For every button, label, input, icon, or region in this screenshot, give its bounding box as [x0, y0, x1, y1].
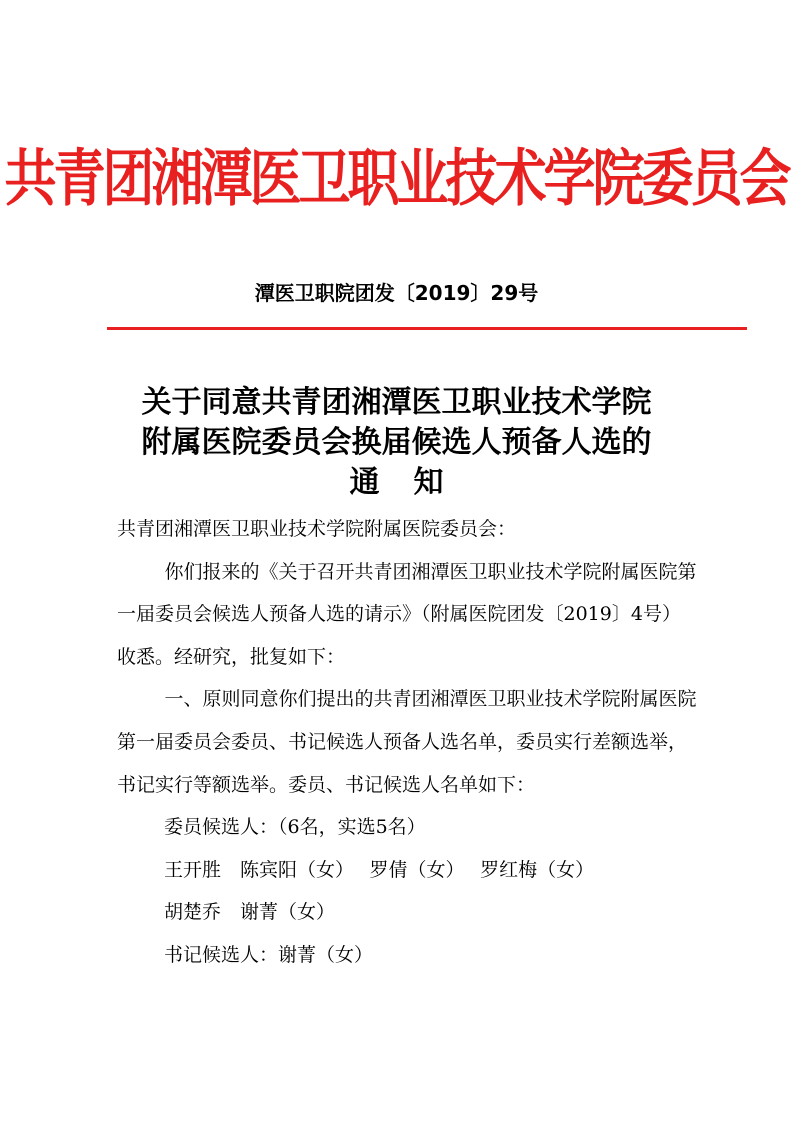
notice-title-line-3 [0, 463, 793, 503]
notice-title-line-1: 关于同意共青团湘潭医卫职业技术学院 [141, 385, 652, 420]
salutation: 共青团湘潭医卫职业技术学院附属医院委员会： [117, 518, 517, 540]
paragraph-request-ack: 你们报来的《关于召开共青团湘潭医卫职业技术学院附属医院第一届委员会候选人预备人选的请示》（附属医院团发〔2019〕4号）收悉。经研究，批复如下： [117, 560, 697, 668]
red-separator-rule [107, 327, 747, 330]
secretary-candidate: 书记候选人：谢菁（女） [164, 943, 374, 966]
committee-candidates-line-1: 王开胜 陈宾阳（女） 罗倩（女） 罗红梅（女） [164, 858, 595, 881]
notice-title-word: 通知 [349, 465, 478, 500]
committee-candidates-label: 委员候选人：（6名，实选5名） [164, 816, 426, 839]
committee-candidates-line-2: 胡楚乔 谢菁（女） [164, 901, 336, 924]
notice-title-line-2: 附属医院委员会换届候选人预备人选的 [141, 425, 652, 460]
notice-body [117, 508, 697, 977]
notice-title [0, 383, 793, 503]
org-title: 共青团湘潭医卫职业技术学院委员会 [4, 143, 789, 215]
document-number: 潭医卫职院团发〔2019〕29号 [254, 281, 539, 305]
paragraph-approval: 一、原则同意你们提出的共青团湘潭医卫职业技术学院附属医院第一届委员会委员、书记候选人预备人选名单，委员实行差额选举，书记实行等额选举。委员、书记候选人名单如下： [117, 688, 697, 796]
